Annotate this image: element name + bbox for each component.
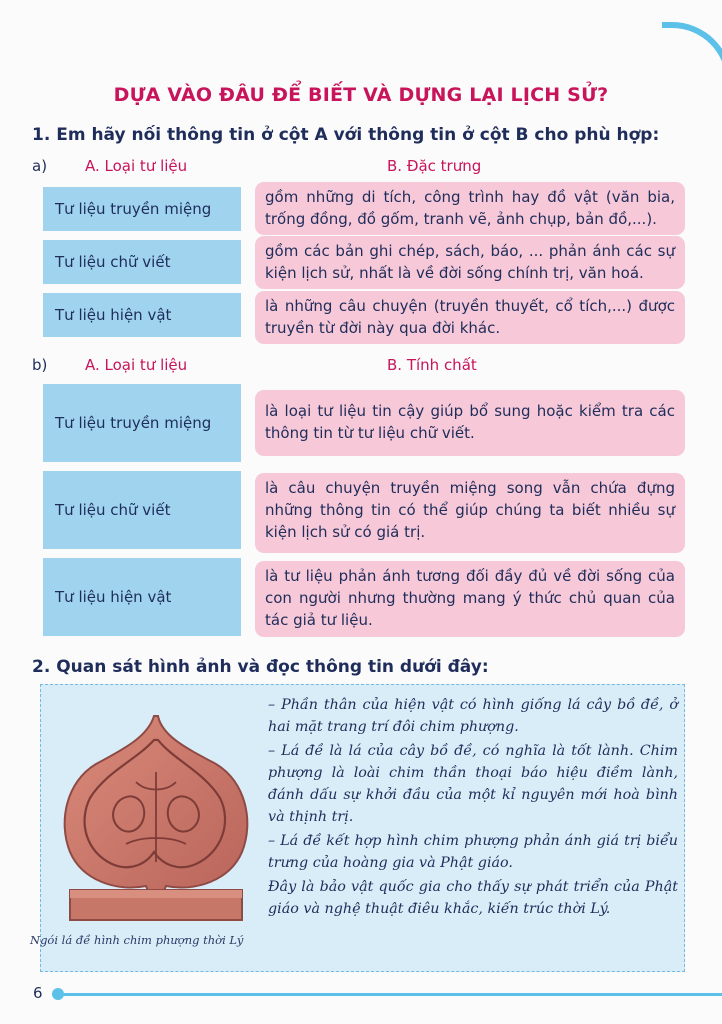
- part-a-label: a): [32, 157, 48, 175]
- question-1-heading: 1. Em hãy nối thông tin ở cột A với thông tin ở cột B cho phù hợp:: [32, 125, 660, 145]
- part-a-col-a-header: A. Loại tư liệu: [85, 157, 188, 175]
- image-caption: Ngói lá đề hình chim phượng thời Lý: [30, 933, 244, 947]
- part-b-right-item[interactable]: là tư liệu phản ánh tương đối đầy đủ về đời sống của con người nhưng thường mang ý thức chủ quan của tác giả tư liệu.: [255, 561, 685, 637]
- part-b-right-item[interactable]: là câu chuyện truyền miệng song vẫn chứa đựng những thông tin có thể giúp chúng ta biết nhiều sự kiện lịch sử có giá trị.: [255, 473, 685, 553]
- part-b-col-a-header: A. Loại tư liệu: [85, 356, 188, 374]
- part-a-right-item[interactable]: gồm các bản ghi chép, sách, báo, ... phản ánh các sự kiện lịch sử, nhất là về đời sống chính trị, văn hoá.: [255, 236, 685, 289]
- part-b-label: b): [32, 356, 48, 374]
- part-a-left-item[interactable]: Tư liệu hiện vật: [43, 293, 241, 337]
- footer-dot-icon: [52, 988, 64, 1000]
- observation-paragraph: – Lá đề là lá của cây bồ đề, có nghĩa là tốt lành. Chim phượng là loài chim thần thoại báo hiệu điềm lành, đánh dấu sự khởi đầu của một kỉ nguyên mới hoà bình và thịnh trị.: [268, 743, 678, 825]
- footer-divider: [58, 993, 722, 996]
- corner-decoration: [662, 22, 722, 92]
- part-a-right-item[interactable]: là những câu chuyện (truyền thuyết, cổ tích,...) được truyền từ đời này qua đời khác.: [255, 291, 685, 344]
- part-a-left-item[interactable]: Tư liệu chữ viết: [43, 240, 241, 284]
- part-a-col-b-header: B. Đặc trưng: [387, 157, 482, 175]
- page-number: 6: [33, 984, 43, 1002]
- part-b-col-b-header: B. Tính chất: [387, 356, 477, 374]
- observation-text: [268, 694, 678, 922]
- observation-paragraph: Đây là bảo vật quốc gia cho thấy sự phát triển của Phật giáo và nghệ thuật điêu khắc, kiến trúc thời Lý.: [268, 879, 678, 917]
- part-b-left-item[interactable]: Tư liệu hiện vật: [43, 558, 241, 636]
- part-b-left-item[interactable]: Tư liệu chữ viết: [43, 471, 241, 549]
- observation-paragraph: – Lá đề kết hợp hình chim phượng phản ánh giá trị biểu trưng của hoàng gia và Phật giáo.: [268, 833, 678, 871]
- part-b-left-item[interactable]: Tư liệu truyền miệng: [43, 384, 241, 462]
- question-2-heading: 2. Quan sát hình ảnh và đọc thông tin dưới đây:: [32, 657, 489, 677]
- part-b-right-item[interactable]: là loại tư liệu tin cậy giúp bổ sung hoặc kiểm tra các thông tin từ tư liệu chữ viết.: [255, 390, 685, 456]
- bodhi-leaf-tile-image: [56, 712, 256, 930]
- part-a-left-item[interactable]: Tư liệu truyền miệng: [43, 187, 241, 231]
- observation-paragraph: – Phần thân của hiện vật có hình giống lá cây bồ đề, ở hai mặt trang trí đôi chim phượng.: [268, 697, 678, 735]
- part-a-right-item[interactable]: gồm những di tích, công trình hay đồ vật (văn bia, trống đồng, đồ gốm, tranh vẽ, ảnh chụp, bản đồ,...).: [255, 182, 685, 235]
- page-title: DỰA VÀO ĐÂU ĐỂ BIẾT VÀ DỰNG LẠI LỊCH SỬ?: [113, 84, 609, 106]
